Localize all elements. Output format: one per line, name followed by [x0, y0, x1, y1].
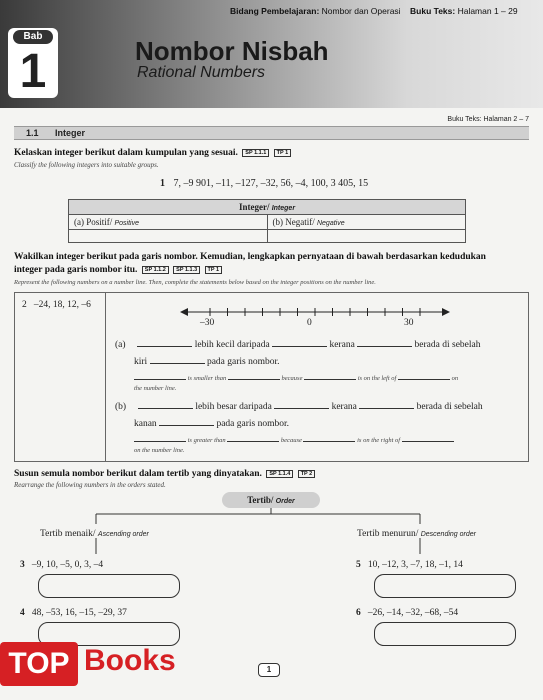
page-number: 1 — [258, 663, 280, 677]
q2b-text5: pada garis nombor. — [216, 419, 289, 429]
q1-table-header-ms: Integer/ — [238, 202, 270, 212]
topbooks-logo-books: Books — [84, 644, 176, 677]
order-pill-ms: Tertib/ — [247, 495, 274, 505]
order-pill-en: Order — [275, 498, 295, 505]
q3-item-3-answer-box[interactable] — [38, 574, 180, 598]
q2-values: –24, 18, 12, –6 — [33, 300, 91, 310]
q3-item-6-values: –26, –14, –32, –68, –54 — [367, 608, 459, 618]
q3-item-4 — [20, 606, 127, 620]
q2b-en3: is on the right of — [357, 437, 401, 444]
q2b-en-blank3 — [303, 436, 355, 442]
q2a-blank2[interactable] — [272, 339, 327, 347]
q2a-en4: on — [451, 375, 459, 382]
q2a-en-blank3 — [304, 374, 356, 380]
bidang-label: Bidang Pembelajaran: — [230, 6, 320, 16]
q2b-blank3[interactable] — [359, 401, 414, 409]
section-number: 1.1 — [26, 128, 39, 138]
buku-label: Buku Teks: — [410, 6, 456, 16]
top-meta — [230, 6, 518, 16]
q2b-en2: because — [280, 437, 302, 444]
q1-classify-table — [68, 199, 466, 243]
q2a-text2: kerana — [329, 340, 355, 350]
q3-item-5-values: 10, –12, 3, –7, 18, –1, 14 — [367, 560, 463, 570]
q1-col-negative — [267, 215, 466, 230]
q2b-label: (b) — [115, 402, 127, 412]
q3-item-6-number: 6 — [356, 608, 361, 618]
q1-tag-tp: TP 1 — [274, 149, 292, 157]
q2b-blank4[interactable] — [159, 418, 214, 426]
q3-item-6-answer-box[interactable] — [374, 622, 516, 646]
q2b-en-line1 — [134, 436, 524, 446]
q2a-text4: kiri — [134, 357, 148, 367]
q3-item-3 — [20, 558, 103, 572]
q1-values-line — [160, 178, 368, 189]
q2a-en1: is smaller than — [187, 375, 227, 382]
q1-number: 1 — [160, 178, 165, 189]
q1-answer-negative[interactable] — [267, 230, 466, 243]
q3-item-5-answer-box[interactable] — [374, 574, 516, 598]
q1-instruction-en: Classify the following integers into suitable groups. — [14, 161, 159, 169]
q1-instruction — [14, 148, 291, 158]
q2-tag-sp1: SP 1.1.2 — [142, 266, 169, 274]
q2-instruction-line2 — [14, 265, 222, 275]
q1-table-header — [69, 200, 466, 215]
desc-en: Descending order — [420, 531, 476, 538]
q2-left-column — [14, 292, 106, 462]
q2a-blank3[interactable] — [357, 339, 412, 347]
q2-instruction-en: Represent the following numbers on a number line. Then, complete the statements below based on the integer positions on the number line. — [14, 279, 376, 286]
q1-col-a: (a) Positif/ — [74, 217, 113, 227]
q1-col-b: (b) Negatif/ — [272, 217, 315, 227]
q3-item-3-values: –9, 10, –5, 0, 3, –4 — [31, 560, 104, 570]
q2b-en-blank2 — [227, 436, 279, 442]
q2a-en-line2: the number line. — [134, 385, 177, 392]
section-title: Integer — [55, 128, 86, 138]
q2-values-line — [22, 298, 91, 312]
nl-label-30: 30 — [404, 318, 414, 328]
chapter-label: Bab — [13, 30, 53, 44]
q2-number: 2 — [22, 300, 27, 310]
q3-instruction-text: Susun semula nombor berikut dalam tertib yang dinyatakan. — [14, 469, 262, 479]
q2a-line1 — [115, 338, 525, 352]
q2a-text1: lebih kecil daripada — [194, 340, 270, 350]
buku-value: Halaman 1 – 29 — [457, 6, 518, 16]
asc-en: Ascending order — [97, 531, 149, 538]
q3-instruction-en: Rearrange the following numbers in the orders stated. — [14, 481, 166, 489]
q2a-line2 — [134, 355, 280, 369]
q2a-en-line1 — [134, 374, 524, 384]
q2a-label: (a) — [115, 340, 126, 350]
q2b-en-blank1 — [134, 436, 186, 442]
q1-tag-sp: SP 1.1.1 — [242, 149, 269, 157]
chapter-subtitle: Rational Numbers — [137, 64, 266, 81]
q1-answer-positive[interactable] — [69, 230, 268, 243]
q2b-line1 — [115, 400, 525, 414]
q3-item-5 — [356, 558, 463, 572]
q2a-en-blank4 — [398, 374, 450, 380]
q2a-en3: is on the left of — [357, 375, 397, 382]
q3-item-6 — [356, 606, 458, 620]
q1-col-positive — [69, 215, 268, 230]
bidang-value: Nombor dan Operasi — [321, 6, 401, 16]
q2b-en-blank4 — [402, 436, 454, 442]
q2b-text1: lebih besar daripada — [195, 402, 272, 412]
q2a-en-blank1 — [134, 374, 186, 380]
q2-tag-sp2: SP 1.1.3 — [173, 266, 200, 274]
q2a-blank1[interactable] — [137, 339, 192, 347]
q2b-text2: kerana — [331, 402, 357, 412]
q2-tag-tp: TP 1 — [205, 266, 223, 274]
q2-instruction-text: integer pada garis nombor itu. — [14, 265, 138, 275]
q2b-line2 — [134, 417, 289, 431]
q2a-text5: pada garis nombor. — [206, 357, 280, 367]
q2-instruction-line1: Wakilkan integer berikut pada garis nombor. Kemudian, lengkapkan pernyataan di bawah berdasarkan kedudukan — [14, 252, 486, 262]
asc-ms: Tertib menaik/ — [40, 529, 96, 539]
q2b-blank2[interactable] — [274, 401, 329, 409]
chapter-number: 1 — [19, 45, 47, 98]
q3-item-4-values: 48, –53, 16, –15, –29, 37 — [31, 608, 127, 618]
q3-item-5-number: 5 — [356, 560, 361, 570]
q3-instruction — [14, 469, 315, 479]
nl-label-neg30: –30 — [200, 318, 215, 328]
nl-label-0: 0 — [307, 318, 312, 328]
descending-order-label — [357, 527, 476, 542]
q1-col-b-en: Negative — [316, 220, 345, 227]
q2a-text3: berada di sebelah — [414, 340, 481, 350]
q3-tag-tp: TP 2 — [298, 470, 316, 478]
q1-table-header-en: Integer — [271, 205, 296, 212]
ascending-order-label — [40, 527, 149, 542]
section-textbook-ref: Buku Teks: Halaman 2 – 7 — [447, 116, 529, 123]
q1-values: 7, –9 901, –11, –127, –32, 56, –4, 100, 3 405, 15 — [173, 178, 369, 189]
topbooks-logo-top: TOP — [0, 642, 78, 686]
section-bar — [14, 126, 529, 140]
q3-item-3-number: 3 — [20, 560, 25, 570]
q3-tag-sp: SP 1.1.4 — [266, 470, 293, 478]
q1-col-a-en: Positive — [114, 220, 140, 227]
q2a-blank4[interactable] — [150, 356, 205, 364]
chapter-title: Nombor Nisbah — [135, 36, 329, 66]
q2a-en-blank2 — [228, 374, 280, 380]
q2b-text4: kanan — [134, 419, 157, 429]
q2b-en-line2: on the number line. — [134, 447, 185, 454]
q2b-en1: is greater than — [187, 437, 226, 444]
q2b-blank1[interactable] — [138, 401, 193, 409]
number-line-right-arrow — [442, 308, 450, 316]
number-line-left-arrow — [180, 308, 188, 316]
q3-item-4-number: 4 — [20, 608, 25, 618]
q1-instruction-text: Kelaskan integer berikut dalam kumpulan yang sesuai. — [14, 148, 238, 158]
desc-ms: Tertib menurun/ — [357, 529, 419, 539]
q2b-text3: berada di sebelah — [416, 402, 483, 412]
q2a-en2: because — [281, 375, 303, 382]
